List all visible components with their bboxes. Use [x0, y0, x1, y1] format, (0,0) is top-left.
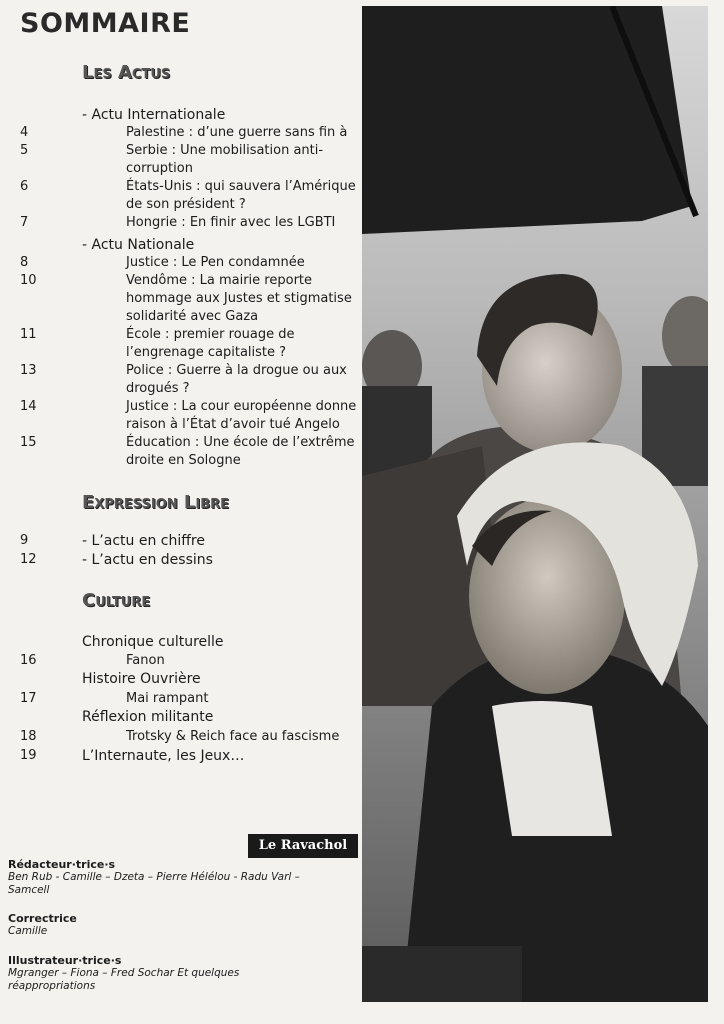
toc-entry-continuation	[0, 196, 360, 214]
page-number: 10	[20, 273, 37, 288]
page-number: 13	[20, 363, 37, 378]
toc-entry	[0, 551, 360, 569]
entry-title: corruption	[126, 161, 193, 176]
toc-entry	[0, 652, 360, 670]
toc-entry	[0, 690, 360, 708]
entry-title: l’engrenage capitaliste ?	[126, 345, 287, 360]
toc-entry-continuation	[0, 344, 360, 362]
credits-redacteurs	[8, 858, 318, 897]
page-number: 16	[20, 653, 37, 668]
subsection-label: - Actu Internationale	[82, 107, 226, 123]
page-number: 14	[20, 399, 37, 414]
entry-title: L’Internaute, les Jeux…	[82, 748, 245, 764]
page-number: 5	[20, 143, 29, 158]
subsection-label: - Actu Nationale	[82, 237, 195, 253]
category-chronique: Chronique culturelle	[82, 634, 224, 650]
entry-title: États-Unis : qui sauvera l’Amérique	[126, 179, 356, 194]
category-reflexion: Réflexion militante	[82, 709, 214, 725]
entry-title: Fanon	[126, 653, 165, 668]
page-number: 7	[20, 215, 29, 230]
toc-entry	[0, 434, 360, 452]
page-number: 12	[20, 552, 37, 567]
credits-label: Correctrice	[8, 912, 77, 925]
credits-value: Mgranger – Fiona – Fred Sochar Et quelques réappropriations	[8, 967, 240, 992]
entry-title: Éducation : Une école de l’extrême	[126, 435, 355, 450]
page-number: 15	[20, 435, 37, 450]
credits-value: Ben Rub - Camille – Dzeta – Pierre Hélélou - Radu Varl – Samcell	[8, 871, 300, 896]
section-heading-actus: Les Actus	[82, 62, 171, 83]
page-number: 19	[20, 748, 37, 763]
credits-label: Illustrateur·trice·s	[8, 954, 122, 967]
entry-title: Mai rampant	[126, 691, 209, 706]
toc-entry	[0, 124, 360, 142]
page-number: 17	[20, 691, 37, 706]
page-number: 18	[20, 729, 37, 744]
page-number: 4	[20, 125, 29, 140]
toc-entry	[0, 178, 360, 196]
page-number: 6	[20, 179, 29, 194]
toc-entry	[0, 532, 360, 550]
page-number: 9	[20, 533, 29, 548]
entry-title: solidarité avec Gaza	[126, 309, 259, 324]
entry-title: Serbie : Une mobilisation anti-	[126, 143, 324, 158]
entry-title: raison à l’État d’avoir tué Angelo	[126, 417, 340, 432]
toc-entry-continuation	[0, 308, 360, 326]
page-number: 8	[20, 255, 29, 270]
category-histoire: Histoire Ouvrière	[82, 671, 201, 687]
toc-entry	[0, 142, 360, 160]
toc-entry	[0, 254, 360, 272]
entry-title: drogués ?	[126, 381, 190, 396]
entry-title: de son président ?	[126, 197, 246, 212]
entry-title: Justice : La cour européenne donne	[126, 399, 357, 414]
toc-entry	[0, 326, 360, 344]
entry-title: Police : Guerre à la drogue ou aux	[126, 363, 347, 378]
entry-title: - L’actu en chiffre	[82, 533, 205, 549]
cover-photo	[362, 6, 708, 1002]
toc-entry-continuation	[0, 290, 360, 308]
entry-title: hommage aux Justes et stigmatise	[126, 291, 352, 306]
toc-entry	[0, 214, 360, 232]
credits-illustrateurs	[8, 954, 318, 993]
page-title: SOMMAIRE	[20, 8, 191, 39]
toc-entry-continuation	[0, 416, 360, 434]
entry-title: Palestine : d’une guerre sans fin à	[126, 125, 348, 140]
entry-title: Justice : Le Pen condamnée	[126, 255, 305, 270]
toc-entry	[0, 728, 360, 746]
toc-entry-continuation	[0, 160, 360, 178]
subsection-international	[0, 106, 360, 124]
subsection-nationale	[0, 236, 360, 254]
credits-label: Rédacteur·trice·s	[8, 858, 116, 871]
toc-entry-continuation	[0, 452, 360, 470]
section-heading-expression: Expression Libre	[82, 492, 230, 513]
entry-title: Trotsky & Reich face au fascisme	[126, 729, 340, 744]
toc-entry-continuation	[0, 380, 360, 398]
credits-value: Camille	[8, 925, 48, 937]
toc-entry	[0, 398, 360, 416]
entry-title: Vendôme : La mairie reporte	[126, 273, 313, 288]
entry-title: Hongrie : En finir avec les LGBTI	[126, 215, 336, 230]
cover-photo-illustration	[362, 6, 708, 1002]
page-number: 11	[20, 327, 37, 342]
entry-title: - L’actu en dessins	[82, 552, 213, 568]
toc-entry	[0, 747, 360, 765]
toc-entry	[0, 362, 360, 380]
credits-correctrice	[8, 912, 318, 938]
toc-entry	[0, 272, 360, 290]
entry-title: droite en Sologne	[126, 453, 241, 468]
entry-title: École : premier rouage de	[126, 327, 295, 342]
brand-label: Le Ravachol	[248, 834, 358, 858]
section-heading-culture: Culture	[82, 590, 151, 611]
